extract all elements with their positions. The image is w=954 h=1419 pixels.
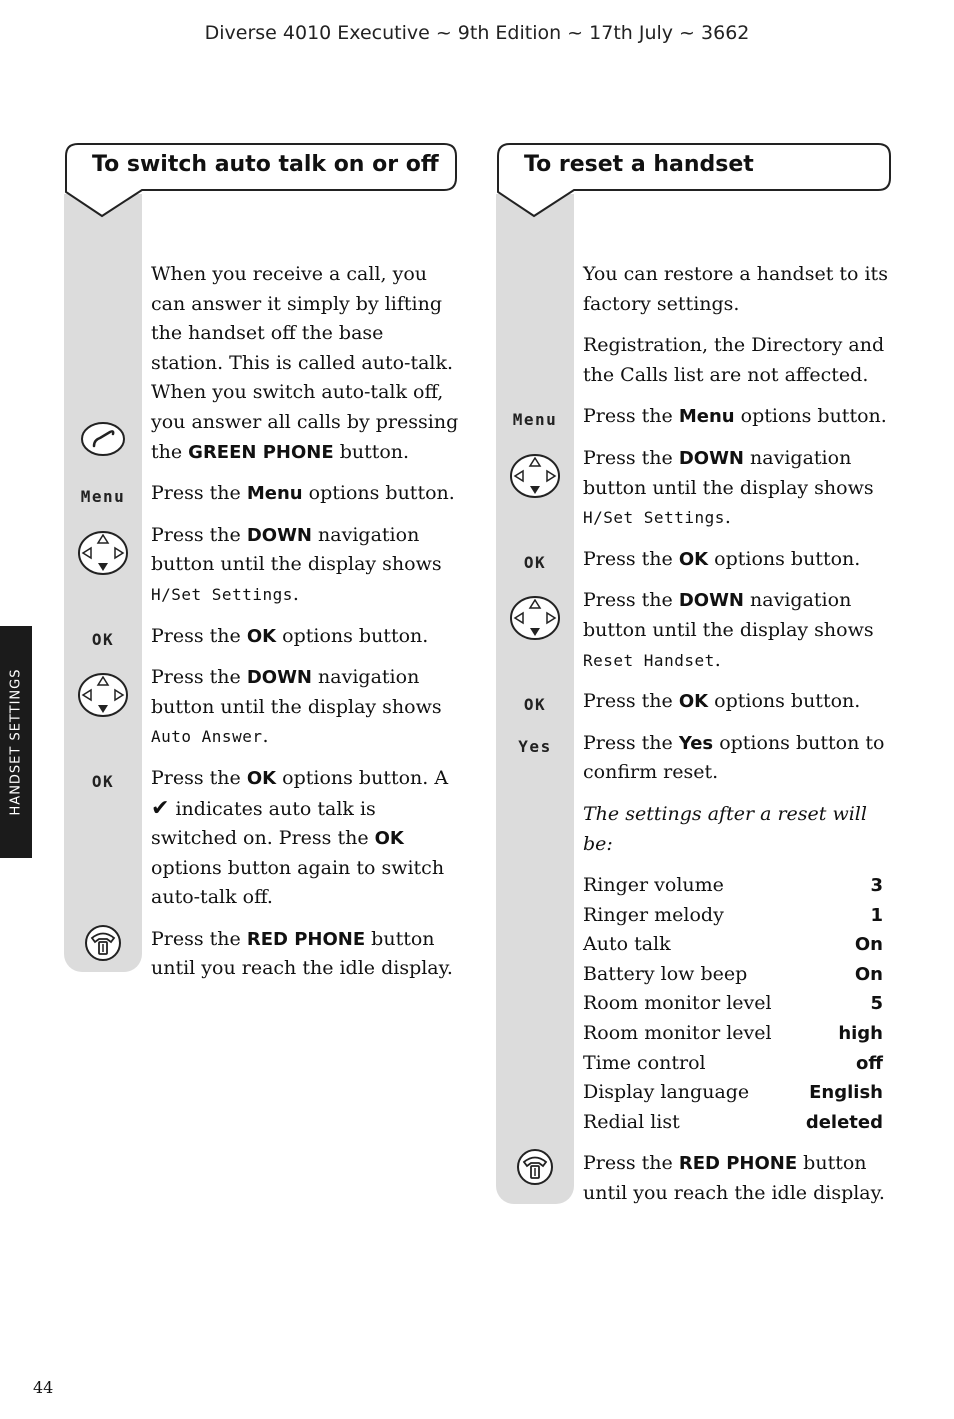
red-phone-icon: [496, 1147, 574, 1197]
step-menu: Menu Press the Menu options button.: [151, 479, 459, 509]
auto-talk-section: [64, 142, 459, 980]
intro-paragraph-2: Registration, the Directory and the Calls list are not affected.: [583, 334, 885, 386]
settings-row: Room monitor level high: [583, 1022, 883, 1045]
settings-row: Auto talk On: [583, 933, 883, 956]
settings-row: Room monitor level 5: [583, 992, 883, 1015]
step-down-2: Press the DOWN navigation button until the display shows Reset Handset.: [583, 586, 896, 675]
section-heading-box: [496, 142, 896, 192]
step-menu: Menu Press the Menu options button.: [583, 402, 896, 432]
down-navigation-icon: [64, 529, 142, 587]
step-red-phone: Press the RED PHONE button until you reach the idle display.: [151, 925, 459, 984]
menu-key-label: Menu: [512, 410, 558, 430]
step-down-1: Press the DOWN navigation button until the display shows H/Set Settings.: [583, 444, 896, 533]
step-yes: Yes Press the Yes options button to confirm reset.: [583, 729, 896, 788]
down-navigation-icon: [496, 594, 574, 652]
green-phone-icon: [64, 420, 142, 468]
side-tab-label: HANDSET SETTINGS: [8, 668, 24, 816]
red-phone-icon: [64, 923, 142, 973]
step-ok-1: OK Press the OK options button.: [151, 622, 459, 652]
section-body: [64, 260, 459, 996]
page-header: Diverse 4010 Executive ~ 9th Edition ~ 17th July ~ 3662: [204, 22, 750, 44]
step-ok-1: OK Press the OK options button.: [583, 545, 896, 575]
page-number: 44: [33, 1378, 54, 1397]
tick-icon: ✔: [151, 795, 170, 821]
section-heading: To switch auto talk on or off: [92, 152, 439, 177]
section-body: [496, 260, 896, 1221]
settings-note: The settings after a reset will be:: [583, 802, 867, 855]
step-down-2: Press the DOWN navigation button until the display shows Auto Answer.: [151, 663, 459, 752]
down-navigation-icon: [496, 452, 574, 510]
ok-key-label: OK: [523, 552, 547, 572]
side-tab: [0, 626, 32, 858]
settings-row: Battery low beep On: [583, 962, 883, 985]
settings-row: Ringer volume 3: [583, 874, 883, 897]
display-text: H/Set Settings: [151, 584, 293, 604]
step-down-1: Press the DOWN navigation button until the display shows H/Set Settings.: [151, 521, 459, 610]
settings-row: Display language English: [583, 1081, 883, 1104]
ok-key-label: OK: [91, 771, 115, 791]
settings-row: Redial list deleted: [583, 1110, 883, 1133]
ok-key-label: OK: [523, 695, 547, 715]
display-text: Auto Answer: [151, 727, 263, 747]
yes-key-label: Yes: [518, 736, 552, 756]
display-text: H/Set Settings: [583, 508, 725, 528]
intro-paragraph-1: You can restore a handset to its factory settings.: [583, 263, 888, 315]
display-text: Reset Handset: [583, 650, 715, 670]
settings-list: [583, 871, 883, 1137]
settings-row: Ringer melody 1: [583, 903, 883, 926]
menu-key-label: Menu: [80, 487, 126, 507]
step-ok-2: OK Press the OK options button. A ✔ indicates auto talk is switched on. Press the OK options button again to switch auto-talk off.: [151, 764, 459, 913]
step-ok-2: OK Press the OK options button.: [583, 687, 896, 717]
step-red-phone: Press the RED PHONE button until you reach the idle display.: [583, 1149, 896, 1208]
section-heading-box: [64, 142, 459, 192]
down-navigation-icon: [64, 671, 142, 729]
settings-row: Time control off: [583, 1051, 883, 1074]
reset-handset-section: [496, 142, 896, 1205]
section-heading: To reset a handset: [524, 152, 754, 177]
intro-paragraph: When you receive a call, you can answer it simply by lifting the handset off the base station. This is called auto-talk. When you switch auto-talk off, you answer all calls by pressing the GREEN PHONE button.: [151, 260, 459, 467]
ok-key-label: OK: [91, 629, 115, 649]
